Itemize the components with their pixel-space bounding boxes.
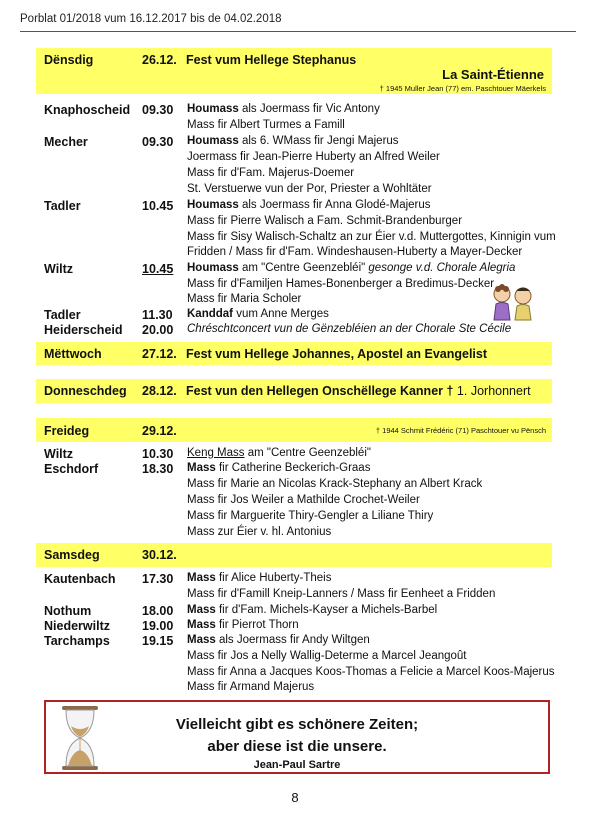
entry-text: Mass fir Jos Weiler a Mathilde Crochet-Weiler	[187, 494, 420, 506]
band-title-suffix: 1. Jorhonnert	[453, 384, 531, 398]
entry-text: St. Verstuerwe vun der Por, Priester a Wohltäter	[187, 183, 432, 195]
entry-text: Mass fir Marie an Nicolas Krack-Stephany an Albert Krack	[187, 478, 483, 490]
band-memorial: † 1945 Muller Jean (77) em. Paschtouer Mäerkels	[379, 84, 546, 93]
entry-underline: Keng Mass	[187, 447, 245, 459]
entry-text: Mass fir Sisy Walisch-Schaltz an zur Éier v.d. Muttergottes, Kinnigin vum	[187, 231, 556, 243]
band-day: Freideg	[44, 424, 90, 438]
entry-italic: gesonge v.d. Chorale Alegria	[368, 262, 516, 274]
band-date: 26.12.	[142, 53, 177, 67]
time-label: 18.00	[142, 604, 174, 618]
entry-text: Houmass als Joermass fir Vic Antony	[187, 103, 380, 115]
band-title: Fest vum Hellege Johannes, Apostel an Evangelist	[186, 347, 488, 361]
time-label: 19.15	[142, 634, 174, 648]
place-label: Eschdorf	[44, 462, 99, 476]
entry-text: Mass fir d'Famill Kneip-Lanners / Mass fir Eenheet a Fridden	[187, 588, 496, 600]
place-label: Heiderscheid	[44, 323, 123, 337]
time-label: 10.45	[142, 262, 174, 276]
entry-type: Mass	[187, 634, 216, 646]
entry-text: Joermass fir Jean-Pierre Huberty an Alfred Weiler	[187, 151, 440, 163]
children-clipart-icon	[490, 284, 536, 324]
entry-text: Mass fir Armand Majerus	[187, 681, 315, 693]
time-label: 18.30	[142, 462, 174, 476]
time-label: 10.45	[142, 199, 174, 213]
entry-text: Mass fir Alice Huberty-Theis	[187, 572, 332, 584]
band-day: Dënsdig	[44, 53, 94, 67]
entry-italic: Chréschtconcert vun de Gënzebléien an der Chorale Ste Cécile	[187, 323, 512, 335]
entry-text: Mass fir Maria Scholer	[187, 293, 302, 305]
entry-type: Houmass	[187, 262, 239, 274]
header-rule	[20, 31, 576, 32]
time-label: 10.30	[142, 447, 174, 461]
band-date: 28.12.	[142, 384, 177, 398]
entry-text: Mass zur Éier v. hl. Antonius	[187, 526, 332, 538]
place-label: Nothum	[44, 604, 92, 618]
entry-text: Mass fir Pierrot Thorn	[187, 619, 299, 631]
time-label: 17.30	[142, 572, 174, 586]
entry-text: Mass fir Catherine Beckerich-Graas	[187, 462, 371, 474]
entry-text: Houmass als 6. WMass fir Jengi Majerus	[187, 135, 399, 147]
time-label: 09.30	[142, 103, 174, 117]
band-memorial: † 1944 Schmit Frédéric (71) Paschtouer vu Pënsch	[375, 426, 546, 435]
entry-text: Keng Mass am "Centre Geenzebléi"	[187, 447, 371, 459]
entry-type: Houmass	[187, 135, 239, 147]
entry-text: Houmass am "Centre Geenzebléi" gesonge v.d. Chorale Alegria	[187, 262, 516, 274]
day-band-densdig	[36, 48, 552, 94]
time-label: 19.00	[142, 619, 174, 633]
page-header: Porblat 01/2018 vum 16.12.2017 bis de 04.02.2018	[20, 13, 282, 25]
entry-type: Houmass	[187, 103, 239, 115]
entry-text: Mass fir d'Fam. Michels-Kayser a Michels-Barbel	[187, 604, 438, 616]
band-subtitle: La Saint-Étienne	[442, 67, 544, 82]
band-date: 30.12.	[142, 548, 177, 562]
quote-author: Jean-Paul Sartre	[253, 759, 341, 771]
place-label: Tadler	[44, 199, 81, 213]
band-title: Fest vun den Hellegen Onschëllege Kanner † 1. Jorhonnert	[186, 384, 531, 398]
place-label: Tadler	[44, 308, 81, 322]
entry-text: Houmass als Joermass fir Anna Glodé-Majerus	[187, 199, 431, 211]
quote-line-2: aber diese ist die unsere.	[207, 738, 387, 755]
entry-text: Mass fir Anna a Jacques Koos-Thomas a Felicie a Marcel Koos-Majerus	[187, 666, 555, 678]
entry-text: Mass fir Pierre Walisch a Fam. Schmit-Brandenburger	[187, 215, 463, 227]
band-day: Mëttwoch	[44, 347, 102, 361]
entry-text: Mass fir d'Fam. Majerus-Doemer	[187, 167, 355, 179]
entry-text: Mass fir d'Familjen Hames-Bonenberger a Bredimus-Decker	[187, 278, 495, 290]
quote-box	[44, 700, 550, 774]
place-label: Niederwiltz	[44, 619, 110, 633]
day-band-samsdeg	[36, 543, 552, 567]
entry-text: Mass fir Jos a Nelly Wallig-Determe a Marcel Jeangoût	[187, 650, 467, 662]
entry-type: Mass	[187, 572, 216, 584]
day-band-donneschdeg	[36, 379, 552, 403]
entry-text: Mass als Joermass fir Andy Wiltgen	[187, 634, 370, 646]
place-label: Mecher	[44, 135, 88, 149]
entry-type: Mass	[187, 604, 216, 616]
entry-text: Mass fir Marguerite Thiry-Gengler a Liliane Thiry	[187, 510, 434, 522]
time-label: 20.00	[142, 323, 174, 337]
band-title: Fest vum Hellege Stephanus	[186, 53, 357, 67]
entry-text: Kanddaf vum Anne Merges	[187, 308, 329, 320]
place-label: Wiltz	[44, 262, 74, 276]
time-label: 09.30	[142, 135, 174, 149]
place-label: Knaphoscheid	[44, 103, 131, 117]
band-day: Samsdeg	[44, 548, 100, 562]
quote-line-1: Vielleicht gibt es schönere Zeiten;	[175, 716, 419, 733]
band-date: 27.12.	[142, 347, 177, 361]
entry-type: Kanddaf	[187, 308, 233, 320]
entry-text: Fridden / Mass fir d'Fam. Windeshausen-Huberty a Mayer-Decker	[187, 246, 523, 258]
place-label: Tarchamps	[44, 634, 110, 648]
page-number: 8	[291, 790, 299, 805]
entry-type: Mass	[187, 619, 216, 631]
entry-type: Mass	[187, 462, 216, 474]
band-day: Donneschdeg	[44, 384, 127, 398]
day-band-mettwoch	[36, 342, 552, 365]
entry-type: Houmass	[187, 199, 239, 211]
place-label: Kautenbach	[44, 572, 116, 586]
place-label: Wiltz	[44, 447, 74, 461]
time-label: 11.30	[142, 308, 173, 322]
entry-text: Mass fir Albert Turmes a Famill	[187, 119, 345, 131]
band-date: 29.12.	[142, 424, 177, 438]
day-band-freideg	[36, 418, 552, 442]
